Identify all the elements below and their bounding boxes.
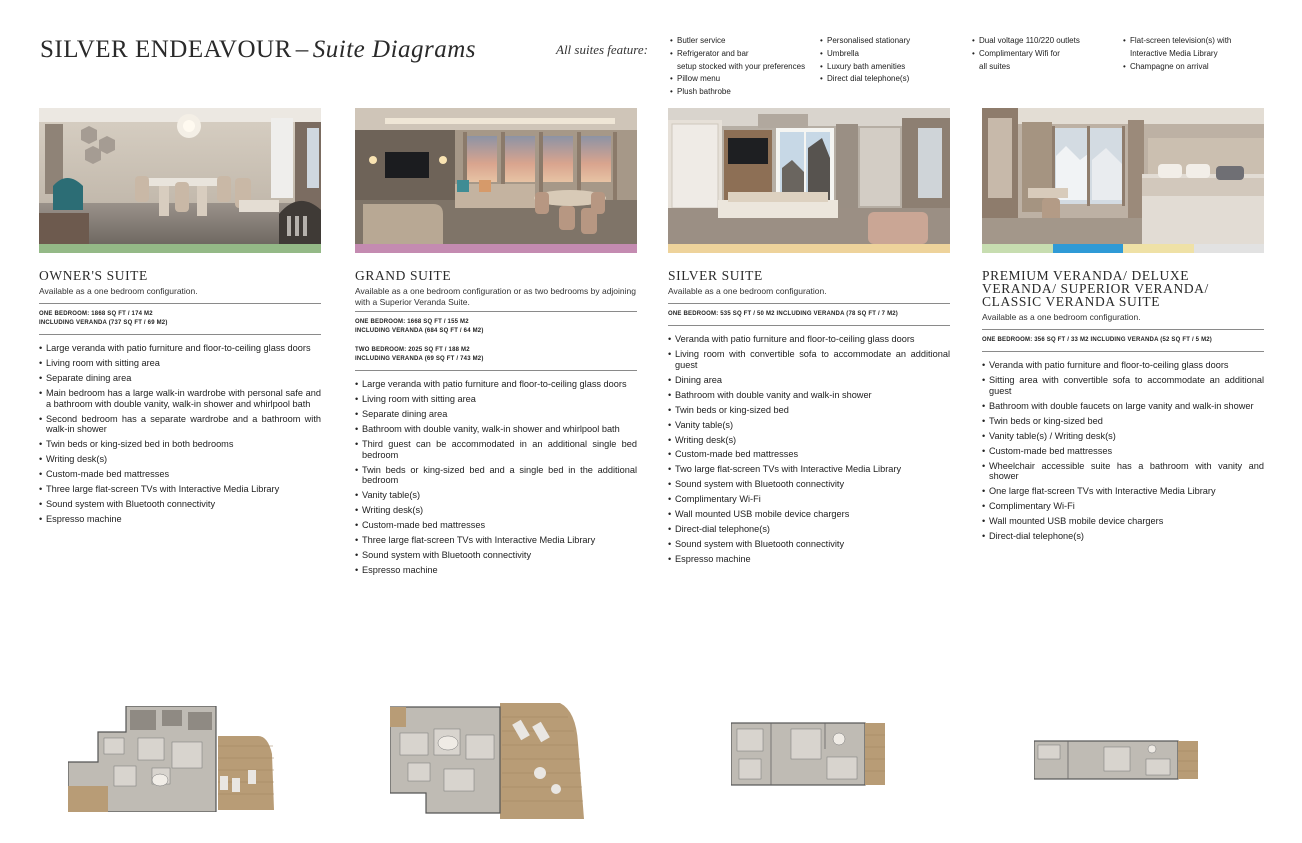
list-item: • Separate dining area — [355, 409, 637, 420]
suite-availability: Available as a one bedroom configuration. — [668, 286, 827, 296]
feature-item: • Complimentary Wifi for all suites — [972, 48, 1080, 74]
feature-column-3 — [972, 35, 1080, 73]
list-item: • Second bedroom has a separate wardrobe and a bathroom with walk-in shower — [39, 414, 321, 435]
suite-availability: Available as a one bedroom configuration. — [39, 286, 198, 296]
list-item: • Custom-made bed mattresses — [982, 446, 1264, 457]
list-item: • Twin beds or king-sized bed — [668, 405, 950, 416]
list-item: • Writing desk(s) — [355, 505, 637, 516]
list-item: • Wheelchair accessible suite has a bathroom with vanity and shower — [982, 461, 1264, 482]
list-item: • Twin beds or king-sized bed — [982, 416, 1264, 427]
list-item: • Large veranda with patio furniture and floor-to-ceiling glass doors — [39, 343, 321, 354]
feature-item: • Personalised stationary — [820, 35, 910, 48]
list-item: • Complimentary Wi-Fi — [982, 501, 1264, 512]
feature-item: • Refrigerator and bar setup stocked with your preferences — [670, 48, 805, 74]
list-item: • Custom-made bed mattresses — [668, 449, 950, 460]
title-subtitle: Suite Diagrams — [312, 36, 477, 63]
list-item: • Writing desk(s) — [668, 435, 950, 446]
list-item: • Vanity table(s) / Writing desk(s) — [982, 431, 1264, 442]
owners-suite-floor-plan — [68, 706, 276, 812]
ship-name: SILVER ENDEAVOUR — [40, 36, 292, 63]
suite-veranda — [982, 108, 1264, 546]
suite-size-specs: ONE BEDROOM: 356 SQ FT / 33 M2 INCLUDING VERANDA (52 SQ FT / 5 M2) — [982, 329, 1264, 351]
suite-feature-list — [355, 379, 637, 576]
list-item: • Wall mounted USB mobile device chargers — [982, 516, 1264, 527]
feature-item: • Luxury bath amenities — [820, 61, 910, 74]
list-item: • Three large flat-screen TVs with Interactive Media Library — [39, 484, 321, 495]
grand-suite-floor-plan — [390, 703, 586, 819]
title-dash: – — [295, 36, 309, 63]
list-item: • Wall mounted USB mobile device chargers — [668, 509, 950, 520]
list-item: • Bathroom with double vanity and walk-in shower — [668, 390, 950, 401]
list-item: • Living room with sitting area — [39, 358, 321, 369]
feature-item: • Direct dial telephone(s) — [820, 73, 910, 86]
suite-photo — [668, 108, 950, 244]
list-item: • Direct-dial telephone(s) — [982, 531, 1264, 542]
suite-feature-list — [39, 343, 321, 525]
list-item: • One large flat-screen TVs with Interactive Media Library — [982, 486, 1264, 497]
list-item: • Sound system with Bluetooth connectivity — [355, 550, 637, 561]
list-item: • Dining area — [668, 375, 950, 386]
suite-size-specs: ONE BEDROOM: 1868 SQ FT / 174 M2 INCLUDING VERANDA (737 SQ FT / 69 M2) — [39, 303, 321, 334]
suite-grand — [355, 108, 637, 580]
suite-name: OWNER'S SUITE — [39, 268, 148, 283]
list-item: • Vanity table(s) — [355, 490, 637, 501]
suite-availability: Available as a one bedroom configuration or as two bedrooms by adjoining with a Superior Veranda Suite. — [355, 286, 636, 307]
strip-segment — [1194, 244, 1265, 253]
page-title — [40, 36, 476, 64]
silver-suite-floor-plan — [731, 719, 887, 789]
list-item: • Living room with sitting area — [355, 394, 637, 405]
list-item: • Vanity table(s) — [668, 420, 950, 431]
list-item: • Complimentary Wi-Fi — [668, 494, 950, 505]
strip-segment — [1053, 244, 1124, 253]
strip-segment — [39, 244, 321, 253]
strip-segment — [355, 244, 637, 253]
list-item: • Writing desk(s) — [39, 454, 321, 465]
feature-item: • Pillow menu — [670, 73, 805, 86]
suite-name: GRAND SUITE — [355, 268, 452, 283]
list-item: • Veranda with patio furniture and floor-to-ceiling glass doors — [668, 334, 950, 345]
list-item: • Twin beds or king-sized bed and a single bed in the additional bedroom — [355, 465, 637, 486]
suite-availability: Available as a one bedroom configuration. — [982, 312, 1141, 322]
list-item: • Bathroom with double faucets on large vanity and walk-in shower — [982, 401, 1264, 412]
feature-column-4 — [1123, 35, 1231, 73]
list-item: • Three large flat-screen TVs with Interactive Media Library — [355, 535, 637, 546]
feature-column-1 — [670, 35, 805, 99]
list-item: • Two large flat-screen TVs with Interactive Media Library — [668, 464, 950, 475]
suite-category-color-strip — [668, 244, 950, 253]
suite-category-color-strip — [39, 244, 321, 253]
veranda-suite-floor-plan — [1034, 739, 1200, 783]
feature-item: • Umbrella — [820, 48, 910, 61]
list-item: • Custom-made bed mattresses — [355, 520, 637, 531]
list-item: • Sound system with Bluetooth connectivity — [668, 479, 950, 490]
list-item: • Direct-dial telephone(s) — [668, 524, 950, 535]
suite-category-color-strip — [982, 244, 1264, 253]
suite-owners — [39, 108, 321, 529]
feature-item: • Dual voltage 110/220 outlets — [972, 35, 1080, 48]
feature-item: • Flat-screen television(s) with Interactive Media Library — [1123, 35, 1231, 61]
suite-silver — [668, 108, 950, 569]
suite-name: PREMIUM VERANDA/ DELUXE VERANDA/ SUPERIOR VERANDA/ CLASSIC VERANDA SUITE — [982, 268, 1209, 309]
strip-segment — [668, 244, 950, 253]
feature-column-2 — [820, 35, 910, 86]
list-item: • Main bedroom has a large walk-in wardrobe with personal safe and a bathroom with double vanity, walk-in shower and whirlpool bath — [39, 388, 321, 409]
list-item: • Sitting area with convertible sofa to accommodate an additional guest — [982, 375, 1264, 396]
strip-segment — [982, 244, 1053, 253]
list-item: • Espresso machine — [39, 514, 321, 525]
suite-size-specs: ONE BEDROOM: 535 SQ FT / 50 M2 INCLUDING VERANDA (78 SQ FT / 7 M2) — [668, 303, 950, 325]
list-item: • Sound system with Bluetooth connectivity — [39, 499, 321, 510]
suite-photo — [355, 108, 637, 244]
list-item: • Veranda with patio furniture and floor-to-ceiling glass doors — [982, 360, 1264, 371]
suite-feature-list — [982, 360, 1264, 542]
suite-name: SILVER SUITE — [668, 268, 763, 283]
suite-feature-list — [668, 334, 950, 565]
list-item: • Third guest can be accommodated in an additional single bed bedroom — [355, 439, 637, 460]
suite-photo — [982, 108, 1264, 244]
suite-size-specs: ONE BEDROOM: 1668 SQ FT / 155 M2 INCLUDING VERANDA (684 SQ FT / 64 M2) TWO BEDROOM: 2025 SQ FT / 188 M2 INCLUDING VERANDA (69 SQ FT / 743 M2) — [355, 311, 637, 370]
list-item: • Separate dining area — [39, 373, 321, 384]
suite-category-color-strip — [355, 244, 637, 253]
feature-item: • Plush bathrobe — [670, 86, 805, 99]
all-suites-feature-label: All suites feature: — [556, 42, 648, 57]
list-item: • Custom-made bed mattresses — [39, 469, 321, 480]
feature-item: • Champagne on arrival — [1123, 61, 1231, 74]
strip-segment — [1123, 244, 1194, 253]
list-item: • Twin beds or king-sized bed in both bedrooms — [39, 439, 321, 450]
list-item: • Large veranda with patio furniture and floor-to-ceiling glass doors — [355, 379, 637, 390]
list-item: • Espresso machine — [355, 565, 637, 576]
list-item: • Bathroom with double vanity, walk-in shower and whirlpool bath — [355, 424, 637, 435]
list-item: • Living room with convertible sofa to accommodate an additional guest — [668, 349, 950, 370]
feature-item: • Butler service — [670, 35, 805, 48]
list-item: • Sound system with Bluetooth connectivity — [668, 539, 950, 550]
suite-photo — [39, 108, 321, 244]
list-item: • Espresso machine — [668, 554, 950, 565]
